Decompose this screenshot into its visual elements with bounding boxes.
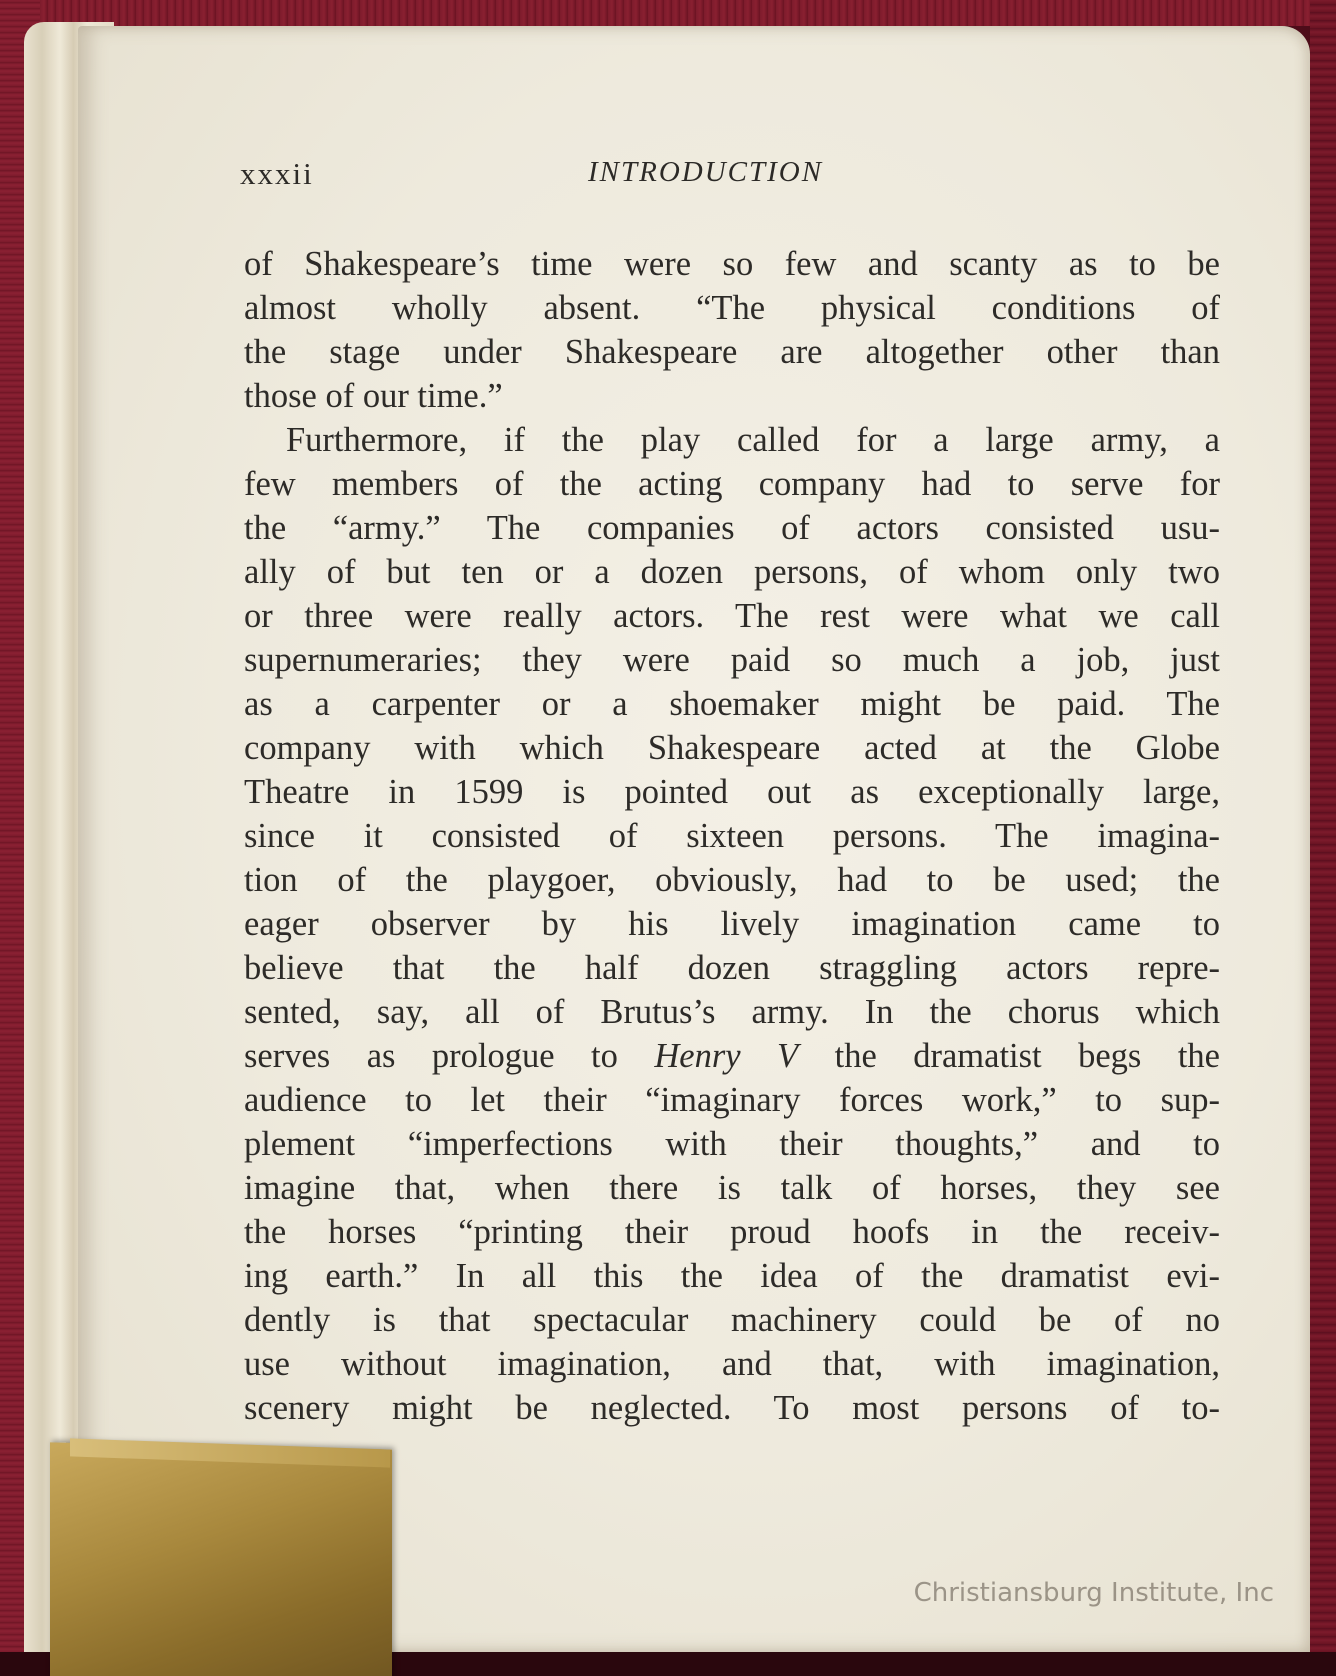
text-line: few members of the acting company had to serve for: [244, 465, 1220, 503]
text-line: audience to let their “imaginary forces work,” to sup-: [244, 1081, 1220, 1119]
body-text: [244, 242, 1220, 1430]
text-line: the horses “printing their proud hoofs in the receiv-: [244, 1213, 1220, 1251]
text-line-with-title: [244, 1034, 1220, 1078]
page-header: [240, 156, 1220, 196]
book-cover-top: [0, 0, 1336, 26]
watermark: Christiansburg Institute, Inc: [913, 1578, 1274, 1608]
text-line: Theatre in 1599 is pointed out as exceptionally large,: [244, 773, 1220, 811]
text-line: ing earth.” In all this the idea of the dramatist evi-: [244, 1257, 1220, 1295]
text-line: imagine that, when there is talk of horses, they see: [244, 1169, 1220, 1207]
text-line: use without imagination, and that, with imagination,: [244, 1345, 1220, 1383]
text-line: Furthermore, if the play called for a large army, a: [286, 421, 1220, 459]
book-cover-right: [1310, 0, 1336, 1676]
text-line: almost wholly absent. “The physical conditions of: [244, 289, 1220, 327]
text-line: as a carpenter or a shoemaker might be paid. The: [244, 685, 1220, 723]
page-number: xxxii: [240, 156, 314, 191]
text-line: believe that the half dozen straggling actors repre-: [244, 949, 1220, 987]
text-line: eager observer by his lively imagination came to: [244, 905, 1220, 943]
text-line: of Shakespeare’s time were so few and scanty as to be: [244, 245, 1220, 283]
text-segment: the dramatist begs the: [834, 1037, 1220, 1075]
play-title: Henry V: [654, 1037, 799, 1075]
text-line: company with which Shakespeare acted at the Globe: [244, 729, 1220, 767]
text-line: the stage under Shakespeare are altogether other than: [244, 333, 1220, 371]
text-line: ally of but ten or a dozen persons, of whom only two: [244, 553, 1220, 591]
brass-page-clip: [50, 1442, 392, 1676]
text-line: plement “imperfections with their thoughts,” and to: [244, 1125, 1220, 1163]
text-segment: serves as prologue to: [244, 1037, 618, 1075]
text-line: scenery might be neglected. To most persons of to-: [244, 1389, 1220, 1427]
text-line: dently is that spectacular machinery could be of no: [244, 1301, 1220, 1339]
text-line: supernumeraries; they were paid so much a job, just: [244, 641, 1220, 679]
running-head: INTRODUCTION: [588, 156, 824, 188]
text-line: sented, say, all of Brutus’s army. In the chorus which: [244, 993, 1220, 1031]
text-line: since it consisted of sixteen persons. The imagina-: [244, 817, 1220, 855]
text-line: or three were really actors. The rest were what we call: [244, 597, 1220, 635]
text-line: tion of the playgoer, obviously, had to be used; the: [244, 861, 1220, 899]
text-line: those of our time.”: [244, 377, 503, 415]
text-line: the “army.” The companies of actors consisted usu-: [244, 509, 1220, 547]
